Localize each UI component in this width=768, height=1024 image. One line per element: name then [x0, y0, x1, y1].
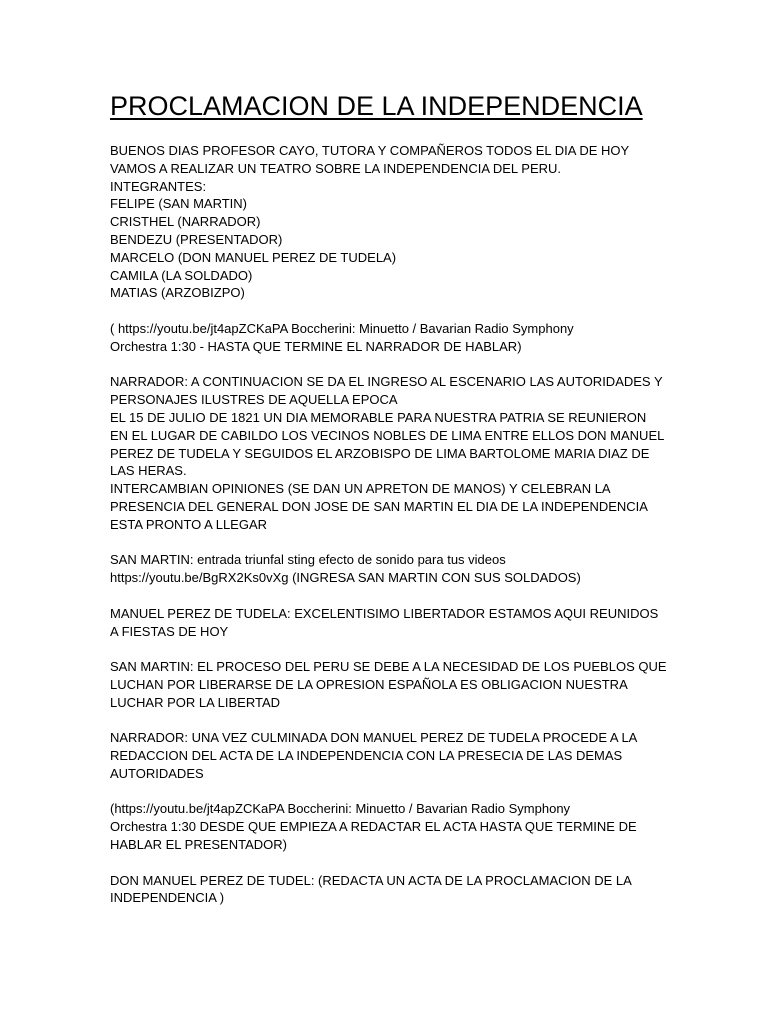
- text-line: ( https://youtu.be/jt4apZCKaPA Boccherini: Minuetto / Bavarian Radio Symphony: [110, 320, 574, 336]
- text-line: MARCELO (DON MANUEL PEREZ DE TUDELA): [110, 249, 397, 265]
- text-line: LUCHAR POR LA LIBERTAD: [110, 694, 281, 710]
- text-line: NARRADOR: A CONTINUACION SE DA EL INGRESO AL ESCENARIO LAS AUTORIDADES Y: [110, 374, 663, 390]
- text-line: https://youtu.be/BgRX2Ks0vXg (INGRESA SAN MARTIN CON SUS SOLDADOS): [110, 570, 581, 586]
- text-line: LUCHAN POR LIBERARSE DE LA OPRESION ESPAÑOLA ES OBLIGACION NUESTRA: [110, 676, 628, 692]
- text-line: BUENOS DIAS PROFESOR CAYO, TUTORA Y COMPAÑEROS TODOS EL DIA DE HOY: [110, 143, 630, 158]
- document-body: [110, 142, 670, 925]
- text-line: AUTORIDADES: [110, 765, 204, 781]
- text-line: FELIPE (SAN MARTIN): [110, 196, 248, 212]
- text-line: VAMOS A REALIZAR UN TEATRO SOBRE LA INDEPENDENCIA DEL PERU.: [110, 160, 562, 176]
- text-line: BENDEZU (PRESENTADOR): [110, 231, 283, 247]
- text-line: Orchestra 1:30 - HASTA QUE TERMINE EL NARRADOR DE HABLAR): [110, 338, 522, 354]
- paragraph: [110, 320, 670, 356]
- text-line: PEREZ DE TUDELA Y SEGUIDOS EL ARZOBISPO DE LIMA BARTOLOME MARIA DIAZ DE: [110, 445, 650, 461]
- text-line: A FIESTAS DE HOY: [110, 623, 229, 639]
- text-line: SAN MARTIN: entrada triunfal sting efecto de sonido para tus videos: [110, 552, 506, 568]
- text-line: Orchestra 1:30 DESDE QUE EMPIEZA A REDACTAR EL ACTA HASTA QUE TERMINE DE: [110, 819, 637, 835]
- text-line: INTERCAMBIAN OPINIONES (SE DAN UN APRETON DE MANOS) Y CELEBRAN LA: [110, 481, 611, 497]
- text-line: SAN MARTIN: EL PROCESO DEL PERU SE DEBE A LA NECESIDAD DE LOS PUEBLOS QUE: [110, 659, 667, 675]
- text-line: PERSONAJES ILUSTRES DE AQUELLA EPOCA: [110, 392, 398, 408]
- text-line: REDACCION DEL ACTA DE LA INDEPENDENCIA CON LA PRESECIA DE LAS DEMAS: [110, 748, 623, 764]
- text-line: MATIAS (ARZOBIZPO): [110, 285, 245, 301]
- paragraph: [110, 872, 670, 908]
- text-line: INTEGRANTES:: [110, 178, 207, 194]
- text-line: NARRADOR: UNA VEZ CULMINADA DON MANUEL PEREZ DE TUDELA PROCEDE A LA: [110, 730, 638, 746]
- paragraph: [110, 800, 670, 853]
- text-line: MANUEL PEREZ DE TUDELA: EXCELENTISIMO LIBERTADOR ESTAMOS AQUI REUNIDOS: [110, 605, 659, 621]
- text-line: LAS HERAS.: [110, 463, 187, 479]
- text-line: INDEPENDENCIA ): [110, 890, 225, 906]
- text-line: ESTA PRONTO A LLEGAR: [110, 516, 268, 532]
- paragraph: [110, 551, 670, 587]
- text-line: CRISTHEL (NARRADOR): [110, 214, 261, 230]
- paragraph: [110, 605, 670, 641]
- document-title: PROCLAMACION DE LA INDEPENDENCIA: [110, 91, 643, 121]
- text-line: EN EL LUGAR DE CABILDO LOS VECINOS NOBLES DE LIMA ENTRE ELLOS DON MANUEL: [110, 427, 665, 443]
- text-line: HABLAR EL PRESENTADOR): [110, 837, 287, 853]
- text-line: CAMILA (LA SOLDADO): [110, 267, 253, 283]
- paragraph: [110, 658, 670, 711]
- text-line: EL 15 DE JULIO DE 1821 UN DIA MEMORABLE PARA NUESTRA PATRIA SE REUNIERON: [110, 409, 647, 425]
- text-line: DON MANUEL PEREZ DE TUDEL: (REDACTA UN ACTA DE LA PROCLAMACION DE LA: [110, 872, 632, 888]
- paragraph: [110, 373, 670, 533]
- text-line: (https://youtu.be/jt4apZCKaPA Boccherini: Minuetto / Bavarian Radio Symphony: [110, 801, 571, 817]
- paragraph: [110, 142, 670, 302]
- paragraph: [110, 729, 670, 782]
- text-line: PRESENCIA DEL GENERAL DON JOSE DE SAN MARTIN EL DIA DE LA INDEPENDENCIA: [110, 498, 648, 514]
